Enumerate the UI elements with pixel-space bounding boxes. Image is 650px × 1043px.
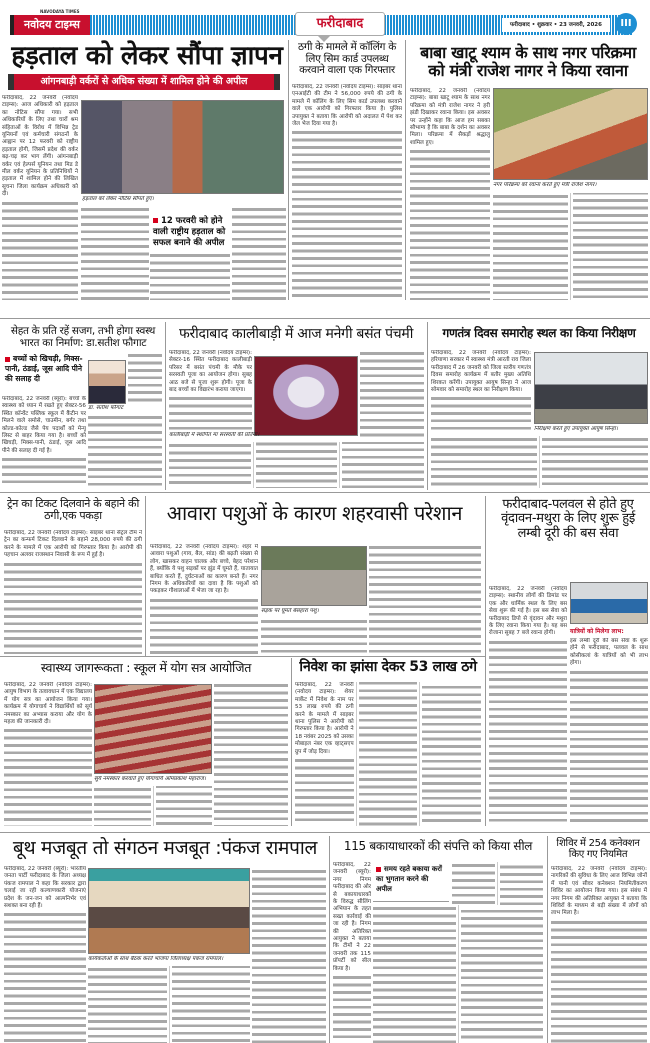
photo-strike-memo bbox=[81, 100, 284, 194]
story-train-fraud-body: फरीदाबाद, 22 जनवरी (नवोदय टाइम्स): साइबर थाना सेंट्रल टीम ने ट्रेन का कन्फर्म टिकट दिलवाने के बहाने 28,000 रुपये की ठगी करने के मामले में एक आरोपी को गिरफ्तार किया है। आरोपी की पहचान अलवर राजस्थान निवासी के रूप में हुई है। bbox=[4, 530, 142, 654]
story-strike-body-cont3 bbox=[232, 206, 286, 300]
caption-saraswati-idol: कालीबाड़ी में स्थापित मां सरस्वती की प्रतिमा। bbox=[169, 432, 260, 438]
story-yoga-body-cont bbox=[214, 682, 288, 826]
column-divider bbox=[329, 836, 330, 1043]
bullet-box-health bbox=[2, 352, 86, 392]
story-yoga-body: फरीदाबाद, 22 जनवरी (नवोदय टाइम्स): आयुष विभाग के तत्वावधान में एक विद्यालय में योग सत्र का आयोजन किया गया। कार्यक्रम में योगाचार्य ने विद्यार्थियों को सूर्य नमस्कार का अभ्यास कराया और योग के महत्व की जानकारी दी। bbox=[4, 682, 92, 826]
highlight-text: समय रहते बकाया करों का भुगतान करने की अपील bbox=[376, 865, 442, 893]
bullet-square-icon bbox=[376, 867, 381, 872]
story-booth-body-cont bbox=[252, 868, 326, 1043]
page-number: III bbox=[615, 13, 637, 35]
headline-investment-fraud: निवेश का झांसा देकर 53 लाख ठगे bbox=[299, 659, 477, 675]
section-tab: फरीदाबाद bbox=[295, 12, 385, 36]
story-health-body: फरीदाबाद, 22 जनवरी (ब्यूरो): बच्चों के स्वास्थ्य को ध्यान में रखते हुए सेक्टर-56 स्थित कॉन्वेंट पब्लिक स्कूल में कैंटीन पर मिलने वाले समोसे, चाउमीन, बर्गर तथा कोल्ड-कोल्ड जैसे पेय पदार्थों को मेन्यू लिस्ट से बाहर किया गया है। बच्चों को खिचड़ी, मिक्स-पानी, ठंडाई, जूस आदि पीने की सलाह दी गई है। bbox=[2, 396, 86, 488]
bullet-square-icon bbox=[5, 357, 10, 362]
headline-yoga-session: स्वास्थ्य जागरूकता : स्कूल में योग सत्र आयोजित bbox=[40, 660, 252, 675]
headline-connections-regularized: शिविर में 254 कनेक्शन किए गए नियमित bbox=[556, 838, 640, 860]
photo-party-meeting bbox=[88, 868, 250, 954]
photo-stray-cattle bbox=[261, 546, 367, 606]
column-divider bbox=[547, 836, 548, 1043]
column-divider bbox=[485, 496, 486, 826]
headline-sim-card-arrest: ठगी के मामले में कॉलिंग के लिए सिम कार्ड उपलब्ध करवाने वाला एक गिरफ्तार bbox=[298, 41, 396, 77]
caption-parikrama: नगर परिक्रमा को रवाना करते हुए मंत्री राजेश नागर। bbox=[493, 182, 597, 188]
headline-kalibari-basant-panchami: फरीदाबाद कालीबाड़ी में आज मनेगी बसंत पंचमी bbox=[178, 326, 414, 342]
headline-republic-day-inspection: गणतंत्र दिवस समारोह स्थल का किया निरीक्षण bbox=[442, 326, 636, 340]
headline-stray-animals: आवारा पशुओं के कारण शहरवासी परेशान bbox=[166, 501, 463, 525]
subheadline-bar: आंगनबाड़ी वर्करों से अधिक संख्या में शामिल होने की अपील bbox=[8, 74, 280, 90]
headline-property-sealed: 115 बकायाधारकों की संपत्ति को किया सील bbox=[343, 839, 533, 853]
bullet-text: बच्चों को खिचड़ी, मिक्स-पानी, ठंडाई, जूस आदि पीने की सलाह दी bbox=[5, 354, 83, 383]
bullet-square-icon bbox=[153, 218, 158, 223]
story-booth-body: फरीदाबाद, 22 जनवरी (ब्यूरो): भारतीय जनता पार्टी फरीदाबाद के जिला अध्यक्ष पंकज रामपाल ने कहा कि सरकार द्वारा चलाई जा रही कल्याणकारी योजनाएं प्रदेश के जन-जन को आत्मनिर्भर एवं सशक्त बना रही हैं। bbox=[4, 866, 86, 1043]
highlight-box-pay-dues bbox=[373, 862, 449, 902]
photo-saraswati-idol bbox=[254, 356, 358, 436]
headline-train-ticket-fraud: ट्रेन का टिकट दिलवाने के बहाने की ठगी,एक पकड़ा bbox=[6, 497, 140, 523]
photo-bus bbox=[570, 582, 648, 624]
row-divider bbox=[0, 318, 650, 319]
story-stray-animals-body: फरीदाबाद, 22 जनवरी (नवोदय टाइम्स): शहर में आवारा पशुओं (गाय, बैल, सांड) की बढ़ती संख्या से लोग, खासकर वाहन चालक और बच्चे, बेहद परेशान हैं, क्योंकि ये पशु सड़कों पर झुंड में घूमते हैं, यातायात बाधित करते हैं, दुर्घटनाओं का कारण बनते हैं। नगर निगम के अधिकारियों का दावा है कि पशुओं को पकड़कर गौशालाओं में भेजा जा रहा है। bbox=[150, 544, 258, 654]
story-connections-body: फरीदाबाद, 22 जनवरी (नवोदय टाइम्स): नागरिकों की सुविधा के लिए आज विभिन्न जोनों में पानी एवं सीवर कनेक्शन नियमितीकरण शिविर का आयोजन किया गया। इस संबंध में नगर निगम की अतिरिक्त आयुक्त ने बताया कि शिविरों के माध्यम से बड़ी संख्या में लोगों को लाभ मिला है। bbox=[551, 866, 647, 1043]
column-divider bbox=[145, 496, 146, 656]
caption-inspection: निरीक्षण करते हुए उपायुक्त आयुष सिन्हा। bbox=[534, 426, 618, 432]
story-sealing-body-cont bbox=[373, 905, 543, 1043]
story-strike-body-cont bbox=[81, 206, 149, 300]
caption-party-meeting: कार्यकर्ताओं के साथ बैठक करते भाजपा जिलाध्यक्ष पंकज रामपाल। bbox=[88, 956, 224, 962]
row-divider bbox=[0, 832, 650, 833]
story-stray-animals-body-cont2 bbox=[261, 618, 367, 654]
highlight-box-strike bbox=[150, 214, 230, 250]
row-divider bbox=[0, 656, 485, 657]
story-sim-card-body: फरीदाबाद, 22 जनवरी (नवोदय टाइम्स): साइबर थाना एनआईटी की टीम ने 56,000 रुपये की ठगी के मामले में कॉलिंग के लिए सिम कार्ड उपलब्ध करवाने वाले एक आरोपी को गिरफ्तार किया है। पुलिस उपायुक्त ने बताया कि आरोपी को अदालत में पेश कर जेल भेज दिया गया है। bbox=[292, 84, 402, 300]
dateline: फरीदाबाद • शुक्रवार • 23 जनवरी, 2026 bbox=[502, 18, 610, 32]
story-booth-body-cont2 bbox=[88, 966, 250, 1043]
story-kalibari-body: फरीदाबाद, 22 जनवरी (नवोदय टाइम्स): सेक्टर-16 स्थित फरीदाबाद कालीबाड़ी परिसर में बसंत पंचमी के मौके पर सरस्वती पूजा का आयोजन होगा। सुबह आठ बजे से पूजा शुरू होगी। पूजा के बाद बच्चों का विद्यारंभ कराया जाएगा। bbox=[169, 350, 252, 430]
headline-bus-service: फरीदाबाद-पलवल से होते हुए वृंदावन-मथुरा के लिए शुरू हुई लम्बी दूरी की बस सेवा bbox=[501, 497, 635, 541]
story-inspection-body: फरीदाबाद, 22 जनवरी (नवोदय टाइम्स): हरियाणा सरकार में स्वास्थ्य मंत्री आरती राव जिला फरीदाबाद में 26 जनवरी को जिला स्तरीय गणतंत्र दिवस समारोह कार्यक्रम में बतौर मुख्य अतिथि शिरकत करेंगी। उपायुक्त आयुष सिन्हा ने आज सोमवार को समारोह स्थल का निरीक्षण किया। bbox=[431, 350, 531, 430]
story-strike-body-cont2 bbox=[150, 252, 230, 300]
caption-strike-memo: हड़ताल को लेकर नोटिस सौंपते हुए। bbox=[82, 196, 154, 202]
story-health-body-cont bbox=[128, 352, 162, 402]
story-stray-animals-body-cont bbox=[369, 544, 481, 654]
row-divider bbox=[0, 492, 650, 493]
paper-logo: नवोदय टाइम्स bbox=[10, 15, 90, 35]
story-health-body-cont2 bbox=[88, 414, 162, 488]
photo-yoga-session bbox=[94, 684, 212, 774]
caption-dr-satish-phogat: डा. सतीश फौगाट bbox=[88, 405, 124, 411]
photo-inspection bbox=[534, 352, 648, 424]
story-strike-body: फरीदाबाद, 22 जनवरी (नवोदय टाइम्स): आज अधिकारी को हड़ताल का नोटिस सौंपा गया। सभी अधिकारियों के लिए तथा चारों श्रम संहिताओं के विरोध में विभिन्न ट्रेड यूनियनों एवं कर्मचारी संगठनों के आह्वान पर 12 फरवरी को राष्ट्रीय हड़ताल होगी, जिसमें प्रदेश की वर्कर बढ़-चढ़ कर भाग लेंगी। आंगनबाड़ी वर्कर एवं हेल्पर्स यूनियन तथा मिड डे मील वर्कर यूनियन के प्रतिनिधियों ने हड़ताल में शामिल होने की लिखित सूचना जिला कार्यक्रम अधिकारी को दी। bbox=[2, 95, 78, 300]
column-divider bbox=[405, 40, 406, 300]
column-divider bbox=[288, 40, 289, 300]
headline-health-awareness: सेहत के प्रति रहें सजग, तभी होगा स्वस्थ भारत का निर्माण: डा.सतीश फौगाट bbox=[10, 325, 156, 349]
headline-booth-strong: बूथ मजबूत तो संगठन मजबूत :पंकज रामपाल bbox=[12, 837, 318, 859]
photo-parikrama bbox=[493, 88, 648, 180]
caption-yoga-session: सूर्य नमस्कार करवाते हुए योगाचार्य ओमप्रकाश महाराज। bbox=[94, 776, 206, 782]
story-yoga-body-cont2 bbox=[94, 786, 212, 826]
highlight-text: 12 फरवरी को होने वाली राष्ट्रीय हड़ताल को सफल बनाने की अपील bbox=[153, 216, 226, 248]
story-investment-fraud-body: फरीदाबाद, 22 जनवरी (नवोदय टाइम्स): शेयर मार्केट में निवेश के नाम पर 53 लाख रुपये की ठगी करने के मामले में साइबर थाना पुलिस ने आरोपी को गिरफ्तार किया है। आरोपी ने 18 नवंबर 2025 को उसका मोबाइल नंबर एक व्हाट्सएप ग्रुप में जोड़ दिया। bbox=[295, 682, 481, 826]
column-divider bbox=[291, 658, 292, 826]
story-bus-body-cont: इस लम्बी दूरी की बस सेवा के शुरू होने से फरीदाबाद, पलवल के साथ कोसीकलां के यात्रियों को भी लाभ होगा। bbox=[570, 638, 648, 826]
masthead bbox=[0, 0, 650, 38]
column-divider bbox=[165, 322, 166, 490]
story-inspection-body-cont bbox=[431, 436, 648, 488]
headline-strike-memorandum: हड़ताल को लेकर सौंपा ज्ञापन bbox=[11, 41, 283, 71]
story-parikrama-body-cont bbox=[493, 193, 648, 300]
caption-stray-cattle: सड़क पर घूमते बेसहारा पशु। bbox=[261, 608, 319, 614]
story-kalibari-body-cont bbox=[360, 350, 424, 440]
subhead-passenger-benefit: यात्रियों को मिलेगा लाभ: bbox=[570, 628, 624, 635]
paper-name-english: NAVODAYA TIMES bbox=[40, 9, 80, 14]
column-divider bbox=[427, 322, 428, 490]
photo-dr-satish-phogat bbox=[88, 360, 126, 404]
story-parikrama-body: फरीदाबाद, 22 जनवरी (नवोदय टाइम्स): बाबा खाटू श्याम के साथ नगर परिक्रमा को मंत्री राजेश नागर ने हरी झंडी दिखाकर रवाना किया। इस अवसर पर उन्होंने कहा कि आज हम सबका सौभाग्य है कि बाबा के दर्शन का अवसर मिला। परिक्रमा में सैकड़ों श्रद्धालु शामिल हुए। bbox=[410, 88, 490, 300]
story-bus-body: फरीदाबाद, 22 जनवरी (नवोदय टाइम्स): स्थानीय लोगों की डिमांड पर एक और धार्मिक स्थल के लिए बस सेवा शुरू की गई है। इस बस सेवा को फरीदाबाद डिपो से वृंदावन और मथुरा के लिए रवाना किया गया है। यह बस रोजाना सुबह 7 बजे रवाना होगी। bbox=[489, 586, 567, 826]
story-sealing-body-cont2 bbox=[452, 862, 543, 905]
story-sealing-body: फरीदाबाद, 22 जनवरी (ब्यूरो): नगर निगम फरीदाबाद की ओर से बकायाधारकों के विरुद्ध सीलिंग अभियान के तहत सख्त कार्रवाई की जा रही है। निगम की अतिरिक्त आयुक्त ने बताया कि टीमों ने 22 जनवरी तक 115 प्रॉपर्टी को सील किया है। bbox=[333, 862, 371, 1043]
headline-khatu-shyam-parikrama: बाबा खाटू श्याम के साथ नगर परिक्रमा को मंत्री राजेश नागर ने किया रवाना bbox=[420, 43, 636, 80]
story-kalibari-body-cont2 bbox=[169, 442, 424, 488]
